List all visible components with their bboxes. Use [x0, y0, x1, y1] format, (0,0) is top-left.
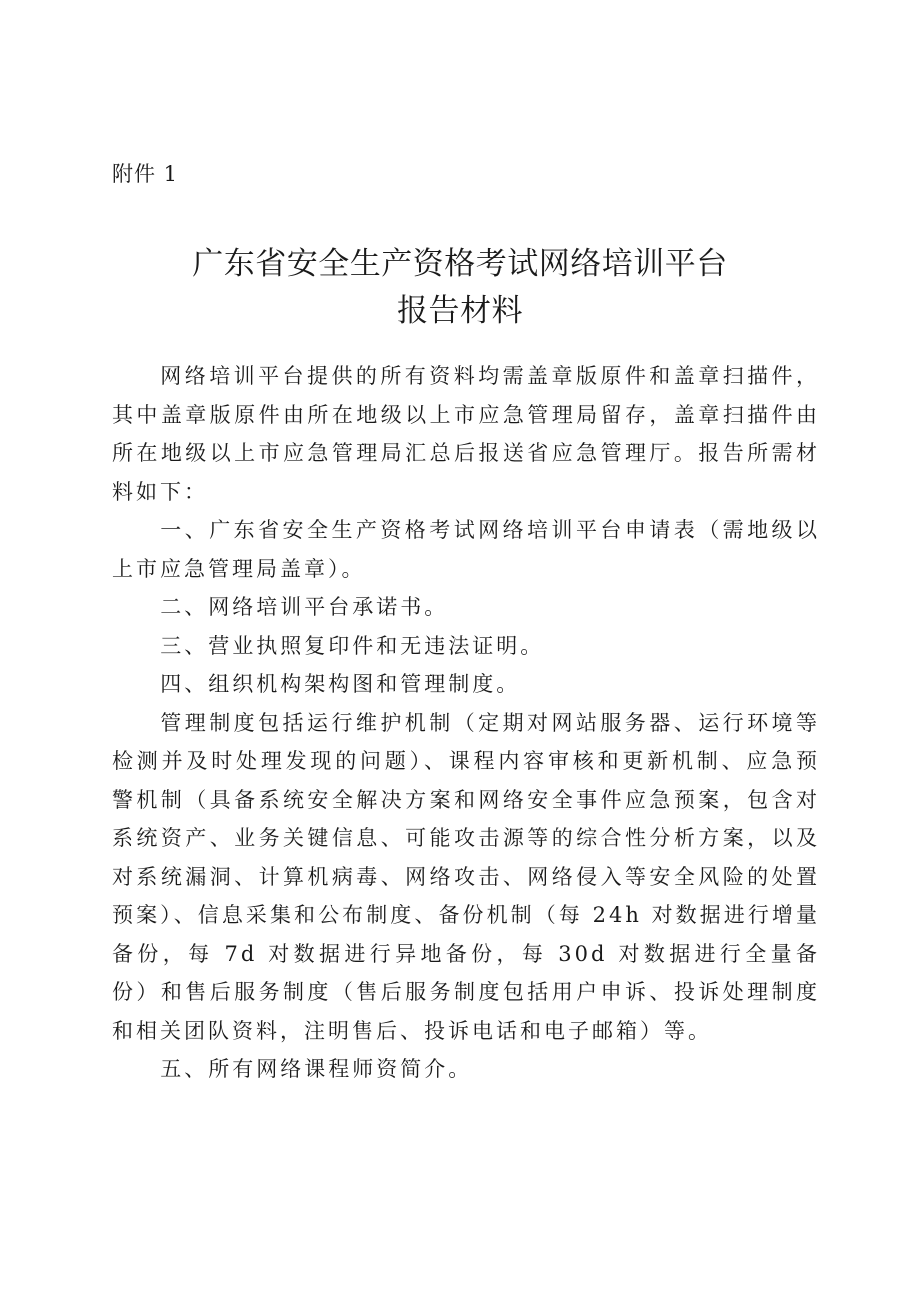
- intro-paragraph: 网络培训平台提供的所有资料均需盖章版原件和盖章扫描件，其中盖章版原件由所在地级以上市应急管理局留存，盖章扫描件由所在地级以上市应急管理局汇总后报送省应急管理厅。报告所需材料如下：: [112, 364, 820, 504]
- item-5-paragraph: 五、所有网络课程师资简介。: [160, 1057, 473, 1081]
- management-system-paragraph: 管理制度包括运行维护机制（定期对网站服务器、运行环境等检测并及时处理发现的问题）、课程内容审核和更新机制、应急预警机制（具备系统安全解决方案和网络安全事件应急预案，包含对系统资产、业务关键信息、可能攻击源等的综合性分析方案，以及对系统漏洞、计算机病毒、网络攻击、网络侵入等安全风险的处置预案）、信息采集和公布制度、备份机制（每 24h 对数据进行增量备份，每 7d 对数据进行异地备份，每 30d 对数据进行全量备份）和售后服务制度（售后服务制度包括用户申诉、投诉处理制度和相关团队资料，注明售后、投诉电话和电子邮箱）等。: [112, 710, 820, 1043]
- item-4-paragraph: 四、组织机构架构图和管理制度。: [160, 672, 521, 696]
- item-3-paragraph: 三、营业执照复印件和无违法证明。: [160, 633, 545, 658]
- document-title-line1: 广东省安全生产资格考试网络培训平台: [192, 246, 728, 282]
- document-title-line2: 报告材料: [397, 293, 523, 329]
- attachment-label: 附件 1: [112, 162, 179, 186]
- item-2-paragraph: 二、网络培训平台承诺书。: [160, 595, 449, 619]
- document-body: [112, 357, 820, 1089]
- item-1-paragraph: 一、广东省安全生产资格考试网络培训平台申请表（需地级以上市应急管理局盖章）。: [112, 518, 820, 581]
